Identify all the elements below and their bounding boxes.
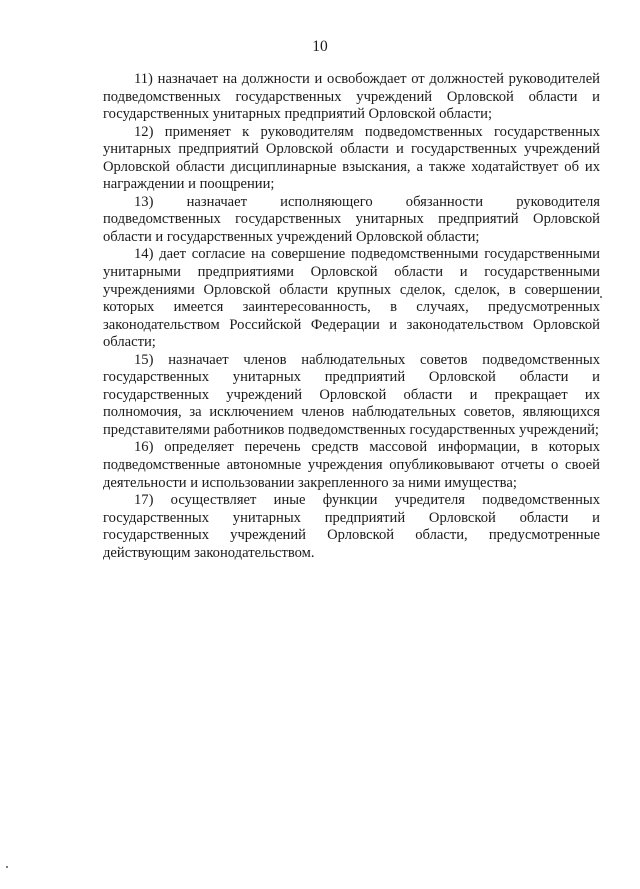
- paragraph-item-16: 16) определяет перечень средств массовой информации, в которых подведомственные автономные учреждения опубликовывают отчеты о своей деятельности и использовании закрепленного за ними имущества;: [103, 439, 600, 491]
- paragraph-item-17: 17) осуществляет иные функции учредителя подведомственных государственных унитарных предприятий Орловской области и государственных учреждений Орловской области, предусмотренные действующим законодательством.: [103, 492, 600, 561]
- scan-speck: [6, 866, 8, 868]
- paragraph-item-11: 11) назначает на должности и освобождает от должностей руководителей подведомственных государственных учреждений Орловской области и государственных унитарных предприятий Орловской области;: [103, 71, 600, 123]
- scan-speck: [600, 296, 602, 298]
- page-number: 10: [312, 38, 328, 55]
- paragraph-item-14: 14) дает согласие на совершение подведомственными государственными унитарными предприятиями Орловской области и государственными учреждениями Орловской области крупных сделок, сделок, в совершении которых имеется заинтересованность, в случаях, предусмотренных законодательством Российской Федерации и законодательством Орловской области;: [103, 246, 600, 351]
- paragraph-item-15: 15) назначает членов наблюдательных советов подведомственных государственных унитарных предприятий Орловской области и государственных учреждений Орловской области и прекращает их полномочия, за исключением членов наблюдательных советов, являющихся представителями работников подведомственных государственных учреждений;: [103, 351, 600, 438]
- document-body: [103, 71, 600, 562]
- paragraph-item-12: 12) применяет к руководителям подведомственных государственных унитарных предприятий Орловской области и государственных учреждений Орловской области дисциплинарные взыскания, а также ходатайствует об их награждении и поощрении;: [103, 123, 600, 193]
- paragraph-item-13: 13) назначает исполняющего обязанности руководителя подведомственных государственных унитарных предприятий Орловской области и государственных учреждений Орловской области;: [103, 193, 600, 245]
